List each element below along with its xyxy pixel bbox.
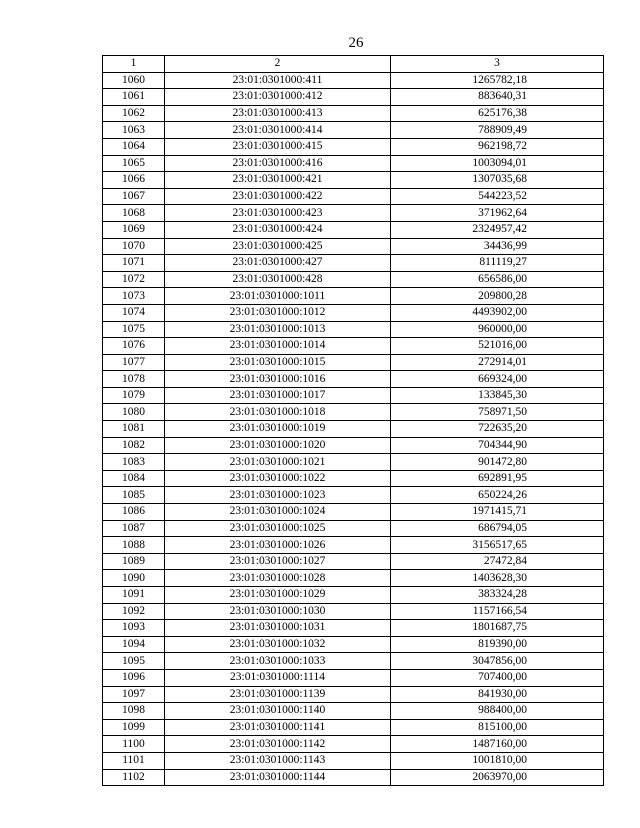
table-row <box>103 221 604 238</box>
value-cell: 815100,00 <box>391 719 604 736</box>
table-row <box>103 719 604 736</box>
table-row <box>103 470 604 487</box>
cadastral-number-cell: 23:01:0301000:1013 <box>165 321 391 338</box>
column-header-1: 1 <box>103 56 165 73</box>
table-row <box>103 454 604 471</box>
table-row <box>103 686 604 703</box>
row-number-cell: 1100 <box>103 736 165 753</box>
row-number-cell: 1068 <box>103 205 165 222</box>
row-number-cell: 1074 <box>103 304 165 321</box>
cadastral-number-cell: 23:01:0301000:1018 <box>165 404 391 421</box>
cadastral-number-cell: 23:01:0301000:1022 <box>165 470 391 487</box>
table-row <box>103 752 604 769</box>
row-number-cell: 1067 <box>103 188 165 205</box>
value-cell: 2324957,42 <box>391 221 604 238</box>
value-cell: 4493902,00 <box>391 304 604 321</box>
value-cell: 788909,49 <box>391 122 604 139</box>
table-row <box>103 138 604 155</box>
value-cell: 669324,00 <box>391 371 604 388</box>
column-header-3: 3 <box>391 56 604 73</box>
cadastral-number-cell: 23:01:0301000:1144 <box>165 769 391 786</box>
cadastral-number-cell: 23:01:0301000:1017 <box>165 387 391 404</box>
column-header-2: 2 <box>165 56 391 73</box>
row-number-cell: 1093 <box>103 620 165 637</box>
value-cell: 544223,52 <box>391 188 604 205</box>
row-number-cell: 1069 <box>103 221 165 238</box>
row-number-cell: 1062 <box>103 105 165 122</box>
table-row <box>103 703 604 720</box>
value-cell: 272914,01 <box>391 354 604 371</box>
cadastral-number-cell: 23:01:0301000:415 <box>165 138 391 155</box>
table-row <box>103 487 604 504</box>
table-row <box>103 188 604 205</box>
cadastral-number-cell: 23:01:0301000:1025 <box>165 520 391 537</box>
value-cell: 2063970,00 <box>391 769 604 786</box>
cadastral-number-cell: 23:01:0301000:411 <box>165 72 391 89</box>
row-number-cell: 1076 <box>103 338 165 355</box>
row-number-cell: 1065 <box>103 155 165 172</box>
cadastral-number-cell: 23:01:0301000:1032 <box>165 636 391 653</box>
table-row <box>103 271 604 288</box>
row-number-cell: 1094 <box>103 636 165 653</box>
table-row <box>103 669 604 686</box>
cadastral-number-cell: 23:01:0301000:1024 <box>165 504 391 521</box>
value-cell: 625176,38 <box>391 105 604 122</box>
value-cell: 521016,00 <box>391 338 604 355</box>
value-cell: 383324,28 <box>391 587 604 604</box>
value-cell: 1157166,54 <box>391 603 604 620</box>
cadastral-number-cell: 23:01:0301000:1011 <box>165 288 391 305</box>
value-cell: 3156517,65 <box>391 537 604 554</box>
value-cell: 1801687,75 <box>391 620 604 637</box>
cadastral-number-cell: 23:01:0301000:1027 <box>165 553 391 570</box>
row-number-cell: 1095 <box>103 653 165 670</box>
value-cell: 3047856,00 <box>391 653 604 670</box>
table-row <box>103 304 604 321</box>
cadastral-number-cell: 23:01:0301000:1016 <box>165 371 391 388</box>
table-row <box>103 620 604 637</box>
cadastral-number-cell: 23:01:0301000:1014 <box>165 338 391 355</box>
table-row <box>103 603 604 620</box>
table-row <box>103 769 604 786</box>
table-row <box>103 570 604 587</box>
value-cell: 901472,80 <box>391 454 604 471</box>
table-row <box>103 636 604 653</box>
value-cell: 686794,05 <box>391 520 604 537</box>
row-number-cell: 1099 <box>103 719 165 736</box>
value-cell: 1265782,18 <box>391 72 604 89</box>
table-row <box>103 338 604 355</box>
row-number-cell: 1064 <box>103 138 165 155</box>
row-number-cell: 1081 <box>103 421 165 438</box>
cadastral-number-cell: 23:01:0301000:1114 <box>165 669 391 686</box>
cadastral-number-cell: 23:01:0301000:427 <box>165 255 391 272</box>
row-number-cell: 1083 <box>103 454 165 471</box>
value-cell: 819390,00 <box>391 636 604 653</box>
table-row <box>103 404 604 421</box>
row-number-cell: 1090 <box>103 570 165 587</box>
row-number-cell: 1084 <box>103 470 165 487</box>
cadastral-number-cell: 23:01:0301000:1139 <box>165 686 391 703</box>
value-cell: 1971415,71 <box>391 504 604 521</box>
row-number-cell: 1063 <box>103 122 165 139</box>
value-cell: 811119,27 <box>391 255 604 272</box>
value-cell: 1307035,68 <box>391 172 604 189</box>
value-cell: 133845,30 <box>391 387 604 404</box>
page-number: 26 <box>348 35 364 51</box>
value-cell: 27472,84 <box>391 553 604 570</box>
cadastral-number-cell: 23:01:0301000:1029 <box>165 587 391 604</box>
cadastral-number-cell: 23:01:0301000:416 <box>165 155 391 172</box>
value-cell: 371962,64 <box>391 205 604 222</box>
table-row <box>103 122 604 139</box>
row-number-cell: 1060 <box>103 72 165 89</box>
cadastral-number-cell: 23:01:0301000:423 <box>165 205 391 222</box>
cadastral-number-cell: 23:01:0301000:1031 <box>165 620 391 637</box>
row-number-cell: 1098 <box>103 703 165 720</box>
cadastral-number-cell: 23:01:0301000:1141 <box>165 719 391 736</box>
table-row <box>103 437 604 454</box>
cadastral-number-cell: 23:01:0301000:425 <box>165 238 391 255</box>
cadastral-number-cell: 23:01:0301000:1015 <box>165 354 391 371</box>
cadastral-number-cell: 23:01:0301000:421 <box>165 172 391 189</box>
table-row <box>103 72 604 89</box>
cadastral-number-cell: 23:01:0301000:422 <box>165 188 391 205</box>
row-number-cell: 1089 <box>103 553 165 570</box>
table-row <box>103 520 604 537</box>
row-number-cell: 1092 <box>103 603 165 620</box>
value-cell: 656586,00 <box>391 271 604 288</box>
row-number-cell: 1079 <box>103 387 165 404</box>
row-number-cell: 1097 <box>103 686 165 703</box>
table-row <box>103 288 604 305</box>
table-row <box>103 553 604 570</box>
value-cell: 1403628,30 <box>391 570 604 587</box>
row-number-cell: 1096 <box>103 669 165 686</box>
row-number-cell: 1078 <box>103 371 165 388</box>
table-row <box>103 89 604 106</box>
cadastral-number-cell: 23:01:0301000:1012 <box>165 304 391 321</box>
table-header-row <box>103 56 604 73</box>
table-row <box>103 371 604 388</box>
cadastral-number-cell: 23:01:0301000:1030 <box>165 603 391 620</box>
cadastral-number-cell: 23:01:0301000:412 <box>165 89 391 106</box>
cadastral-number-cell: 23:01:0301000:1026 <box>165 537 391 554</box>
value-cell: 707400,00 <box>391 669 604 686</box>
row-number-cell: 1070 <box>103 238 165 255</box>
value-cell: 704344,90 <box>391 437 604 454</box>
cadastral-number-cell: 23:01:0301000:1033 <box>165 653 391 670</box>
table-row <box>103 205 604 222</box>
cadastral-number-cell: 23:01:0301000:1143 <box>165 752 391 769</box>
cadastral-number-cell: 23:01:0301000:1028 <box>165 570 391 587</box>
table-row <box>103 238 604 255</box>
value-cell: 841930,00 <box>391 686 604 703</box>
table-row <box>103 537 604 554</box>
row-number-cell: 1087 <box>103 520 165 537</box>
row-number-cell: 1072 <box>103 271 165 288</box>
cadastral-number-cell: 23:01:0301000:1021 <box>165 454 391 471</box>
value-cell: 758971,50 <box>391 404 604 421</box>
value-cell: 988400,00 <box>391 703 604 720</box>
value-cell: 1003094,01 <box>391 155 604 172</box>
row-number-cell: 1102 <box>103 769 165 786</box>
row-number-cell: 1061 <box>103 89 165 106</box>
table-body <box>103 56 604 786</box>
value-cell: 722635,20 <box>391 421 604 438</box>
table-row <box>103 354 604 371</box>
table-row <box>103 387 604 404</box>
value-cell: 1001810,00 <box>391 752 604 769</box>
row-number-cell: 1086 <box>103 504 165 521</box>
cadastral-number-cell: 23:01:0301000:1142 <box>165 736 391 753</box>
cadastral-number-cell: 23:01:0301000:1140 <box>165 703 391 720</box>
row-number-cell: 1085 <box>103 487 165 504</box>
cadastral-value-table <box>102 55 604 786</box>
row-number-cell: 1091 <box>103 587 165 604</box>
value-cell: 34436,99 <box>391 238 604 255</box>
value-cell: 692891,95 <box>391 470 604 487</box>
value-cell: 883640,31 <box>391 89 604 106</box>
cadastral-number-cell: 23:01:0301000:424 <box>165 221 391 238</box>
table-row <box>103 653 604 670</box>
row-number-cell: 1071 <box>103 255 165 272</box>
value-cell: 1487160,00 <box>391 736 604 753</box>
cadastral-number-cell: 23:01:0301000:414 <box>165 122 391 139</box>
cadastral-number-cell: 23:01:0301000:428 <box>165 271 391 288</box>
row-number-cell: 1080 <box>103 404 165 421</box>
value-cell: 962198,72 <box>391 138 604 155</box>
table-row <box>103 172 604 189</box>
table-row <box>103 321 604 338</box>
row-number-cell: 1077 <box>103 354 165 371</box>
row-number-cell: 1066 <box>103 172 165 189</box>
cadastral-number-cell: 23:01:0301000:1020 <box>165 437 391 454</box>
cadastral-number-cell: 23:01:0301000:1023 <box>165 487 391 504</box>
row-number-cell: 1088 <box>103 537 165 554</box>
table-row <box>103 587 604 604</box>
value-cell: 650224,26 <box>391 487 604 504</box>
table-row <box>103 504 604 521</box>
cadastral-number-cell: 23:01:0301000:1019 <box>165 421 391 438</box>
row-number-cell: 1082 <box>103 437 165 454</box>
table-row <box>103 155 604 172</box>
cadastral-number-cell: 23:01:0301000:413 <box>165 105 391 122</box>
table-row <box>103 736 604 753</box>
row-number-cell: 1073 <box>103 288 165 305</box>
row-number-cell: 1101 <box>103 752 165 769</box>
table-row <box>103 105 604 122</box>
table-row <box>103 421 604 438</box>
row-number-cell: 1075 <box>103 321 165 338</box>
value-cell: 209800,28 <box>391 288 604 305</box>
table-row <box>103 255 604 272</box>
value-cell: 960000,00 <box>391 321 604 338</box>
